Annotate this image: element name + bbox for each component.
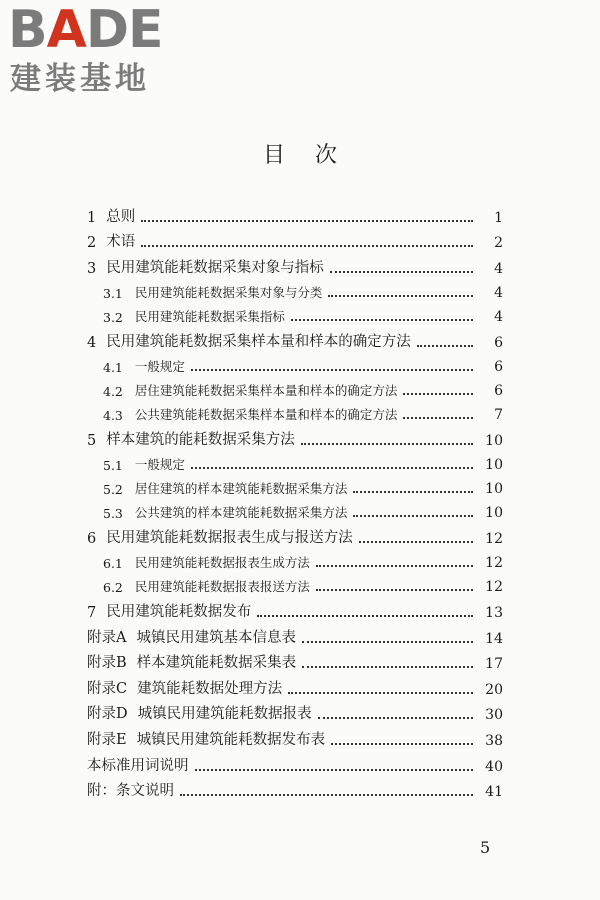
toc-entry-number: 4.1 xyxy=(103,359,123,375)
toc-entry-label: 一般规定 xyxy=(134,358,185,374)
toc-entry-label: 民用建筑能耗数据报表生成方法 xyxy=(134,555,310,571)
toc-entry-page: 4 xyxy=(494,309,503,326)
toc-entry-page: 40 xyxy=(485,758,503,775)
page-title: 目次 xyxy=(262,143,367,168)
toc-entry-label: 民用建筑能耗数据采集指标 xyxy=(134,309,285,325)
toc-entry-number: 5.2 xyxy=(103,482,123,498)
toc-entry[interactable] xyxy=(87,698,503,724)
toc-entry-label: 城镇民用建筑能耗数据发布表 xyxy=(136,732,326,748)
toc-entry[interactable] xyxy=(87,571,503,595)
toc-leader-dots xyxy=(141,220,473,222)
toc-leader-dots xyxy=(330,271,473,273)
toc-entry-label: 附：条文说明 xyxy=(87,783,174,800)
toc-entry-page: 10 xyxy=(485,457,503,474)
toc-entry-number: 附录E xyxy=(87,732,127,748)
toc-entry-label: 样本建筑的能耗数据采集方法 xyxy=(106,431,295,448)
toc-entry[interactable] xyxy=(87,325,503,351)
logo-subtitle: 建装基地 xyxy=(10,61,150,97)
toc-entry-page: 10 xyxy=(485,432,503,449)
toc-entry[interactable] xyxy=(87,301,503,325)
toc-entry-number: 4 xyxy=(87,334,97,351)
toc-entry[interactable] xyxy=(87,647,503,673)
toc-entry-number: 4.2 xyxy=(103,384,123,400)
toc-entry-number: 7 xyxy=(87,605,97,622)
toc-entry[interactable] xyxy=(87,595,503,621)
toc-entry-page: 10 xyxy=(485,505,503,522)
toc-leader-dots xyxy=(316,565,473,567)
toc-leader-dots xyxy=(328,295,473,297)
toc-entry[interactable] xyxy=(87,547,503,571)
toc-entry[interactable] xyxy=(87,621,503,647)
toc-entry[interactable] xyxy=(87,200,503,226)
page-number: 5 xyxy=(480,838,491,857)
toc-entry-page: 30 xyxy=(485,707,503,724)
toc-entry-label: 民用建筑能耗数据报表生成与报送方法 xyxy=(106,530,353,547)
toc-entry[interactable] xyxy=(87,521,503,547)
toc-entry-number: 附录B xyxy=(87,655,127,672)
toc-leader-dots xyxy=(331,743,473,745)
toc-entry-page: 6 xyxy=(494,358,503,375)
toc-leader-dots xyxy=(316,589,473,591)
logo-wordmark: BADE xyxy=(8,0,163,60)
toc-entry-page: 4 xyxy=(494,284,503,301)
toc-entry-page: 12 xyxy=(485,531,503,548)
toc-leader-dots xyxy=(301,443,473,445)
toc-entry-label: 术语 xyxy=(106,234,136,251)
toc-entry-number: 3 xyxy=(87,260,97,277)
toc-entry[interactable] xyxy=(87,251,503,277)
toc-entry[interactable] xyxy=(87,423,503,449)
toc-entry-page: 4 xyxy=(494,260,503,277)
toc-entry-label: 一般规定 xyxy=(134,457,185,473)
toc-entry-page: 20 xyxy=(485,681,503,698)
toc-entry-page: 14 xyxy=(485,630,503,647)
toc-entry-label: 公共建筑能耗数据采集样本量和样本的确定方法 xyxy=(134,407,398,423)
toc-entry-number: 6 xyxy=(87,531,97,548)
toc-entry-number: 2 xyxy=(87,235,97,252)
toc-leader-dots xyxy=(403,393,473,395)
bade-logo xyxy=(8,0,178,100)
toc-entry-label: 民用建筑能耗数据采集对象与指标 xyxy=(106,259,324,276)
toc-entry-label: 民用建筑能耗数据采集对象与分类 xyxy=(134,284,323,300)
toc-entry-page: 6 xyxy=(494,383,503,400)
toc-leader-dots xyxy=(359,541,473,543)
toc-entry-label: 公共建筑的样本建筑能耗数据采集方法 xyxy=(134,505,348,521)
toc-leader-dots xyxy=(318,717,473,719)
toc-entry[interactable] xyxy=(87,226,503,252)
toc-leader-dots xyxy=(353,491,473,493)
toc-leader-dots xyxy=(257,615,473,617)
toc-leader-dots xyxy=(288,692,473,694)
toc-leader-dots xyxy=(353,515,473,517)
table-of-contents xyxy=(87,200,503,800)
toc-entry-label: 民用建筑能耗数据发布 xyxy=(106,604,252,621)
toc-entry[interactable] xyxy=(87,277,503,301)
toc-entry[interactable] xyxy=(87,497,503,521)
toc-entry[interactable] xyxy=(87,672,503,698)
toc-entry[interactable] xyxy=(87,399,503,423)
toc-entry[interactable] xyxy=(87,775,503,801)
toc-leader-dots xyxy=(302,641,473,643)
toc-entry-page: 12 xyxy=(485,579,503,596)
toc-entry-label: 居住建筑能耗数据采集样本量和样本的确定方法 xyxy=(134,383,398,399)
toc-entry-number: 6.2 xyxy=(103,580,123,596)
toc-entry-label: 居住建筑的样本建筑能耗数据采集方法 xyxy=(134,481,348,497)
toc-entry-label: 样本建筑能耗数据采集表 xyxy=(136,655,297,672)
toc-entry-page: 1 xyxy=(494,209,503,226)
toc-entry[interactable] xyxy=(87,449,503,473)
toc-entry-label: 城镇民用建筑能耗数据报表 xyxy=(137,706,312,723)
toc-leader-dots xyxy=(403,417,473,419)
toc-entry-number: 3.1 xyxy=(103,285,123,301)
toc-entry[interactable] xyxy=(87,473,503,497)
toc-entry[interactable] xyxy=(87,749,503,775)
toc-entry[interactable] xyxy=(87,723,503,749)
toc-entry-page: 12 xyxy=(485,555,503,572)
toc-entry-label: 民用建筑能耗数据采集样本量和样本的确定方法 xyxy=(106,333,411,350)
toc-entry[interactable] xyxy=(87,375,503,399)
toc-entry-number: 3.2 xyxy=(103,310,123,326)
toc-entry[interactable] xyxy=(87,351,503,375)
toc-leader-dots xyxy=(291,319,473,321)
toc-entry-number: 附录A xyxy=(87,629,127,646)
toc-entry-number: 附录C xyxy=(87,680,128,697)
toc-leader-dots xyxy=(141,245,473,247)
toc-leader-dots xyxy=(180,794,473,796)
toc-entry-page: 41 xyxy=(485,784,503,801)
toc-entry-label: 城镇民用建筑基本信息表 xyxy=(136,629,296,646)
toc-leader-dots xyxy=(195,769,474,771)
toc-entry-number: 附录D xyxy=(87,706,128,723)
toc-entry-page: 13 xyxy=(485,605,503,622)
toc-entry-number: 6.1 xyxy=(103,556,123,572)
toc-entry-page: 6 xyxy=(494,334,503,351)
toc-entry-page: 7 xyxy=(494,407,503,424)
toc-entry-label: 建筑能耗数据处理方法 xyxy=(137,680,283,697)
toc-entry-label: 本标准用词说明 xyxy=(87,757,189,774)
toc-entry-page: 2 xyxy=(494,235,503,252)
toc-leader-dots xyxy=(417,345,473,347)
toc-entry-page: 10 xyxy=(485,481,503,498)
toc-entry-label: 民用建筑能耗数据报表报送方法 xyxy=(134,579,310,595)
toc-entry-number: 5.1 xyxy=(103,458,123,474)
toc-leader-dots xyxy=(302,666,473,668)
toc-entry-number: 5.3 xyxy=(103,506,123,522)
toc-leader-dots xyxy=(191,467,473,469)
toc-entry-label: 总则 xyxy=(106,208,136,225)
toc-entry-page: 17 xyxy=(485,656,503,673)
toc-entry-number: 4.3 xyxy=(103,408,123,424)
toc-entry-page: 38 xyxy=(485,733,503,749)
toc-entry-number: 1 xyxy=(87,209,97,226)
toc-leader-dots xyxy=(191,369,473,371)
toc-entry-number: 5 xyxy=(87,432,97,449)
